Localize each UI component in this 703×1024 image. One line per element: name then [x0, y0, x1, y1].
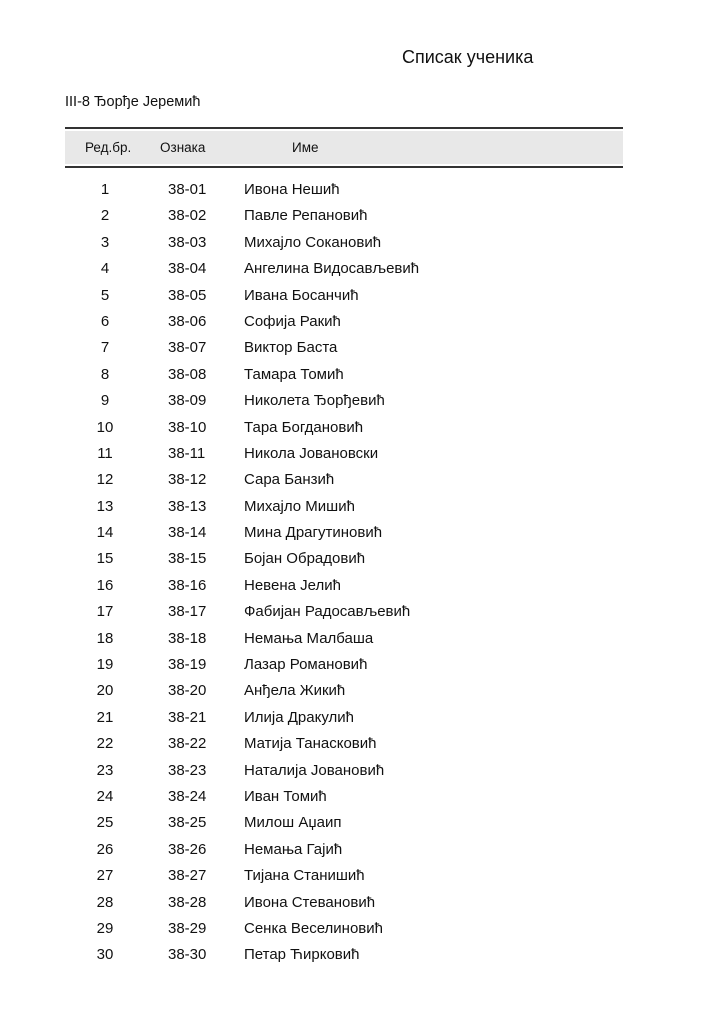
row-code: 38-12 — [168, 471, 207, 489]
row-number: 2 — [100, 207, 110, 225]
table-row — [0, 207, 703, 233]
header-number: Ред.бр. — [85, 140, 132, 155]
table-row — [0, 287, 703, 313]
row-number: 5 — [100, 286, 110, 304]
table-row — [0, 181, 703, 207]
row-number: 26 — [96, 840, 114, 858]
row-code: 38-15 — [168, 550, 207, 568]
table-row — [0, 313, 703, 339]
table-row — [0, 339, 703, 365]
table-row — [0, 445, 703, 471]
row-number: 17 — [96, 603, 114, 621]
row-name: Николета Ђорђевић — [244, 392, 385, 410]
row-number: 14 — [96, 524, 114, 542]
row-code: 38-07 — [168, 339, 207, 357]
table-row — [0, 656, 703, 682]
row-name: Тијана Станишић — [244, 867, 365, 885]
row-number: 29 — [96, 919, 114, 937]
row-number: 1 — [100, 181, 110, 198]
row-code: 38-13 — [168, 497, 207, 515]
row-number: 30 — [96, 946, 114, 964]
row-name: Илија Дракулић — [244, 708, 354, 726]
row-number: 18 — [96, 629, 114, 647]
row-name: Ивана Босанчић — [244, 286, 359, 304]
row-code: 38-08 — [168, 365, 207, 383]
row-number: 25 — [96, 814, 114, 832]
table-row — [0, 920, 703, 946]
row-code: 38-05 — [168, 286, 207, 304]
row-name: Сара Банзић — [244, 471, 335, 489]
row-name: Наталија Јовановић — [244, 761, 385, 779]
table-row — [0, 260, 703, 286]
row-name: Михајло Сокановић — [244, 233, 382, 251]
row-code: 38-24 — [168, 787, 207, 805]
table-row — [0, 894, 703, 920]
row-number: 23 — [96, 761, 114, 779]
row-number: 12 — [96, 471, 114, 489]
row-name: Михајло Мишић — [244, 497, 355, 515]
row-code: 38-16 — [168, 576, 207, 594]
table-row — [0, 234, 703, 260]
row-name: Ивона Стевановић — [244, 893, 376, 911]
row-name: Петар Ћирковић — [244, 946, 360, 964]
table-row — [0, 814, 703, 840]
row-name: Иван Томић — [244, 787, 327, 805]
row-code: 38-25 — [168, 814, 207, 832]
row-name: Милош Аџаип — [244, 814, 342, 832]
table-row — [0, 788, 703, 814]
row-name: Никола Јовановски — [244, 444, 379, 462]
row-code: 38-27 — [168, 867, 207, 885]
row-number: 4 — [100, 260, 110, 278]
table-row — [0, 524, 703, 550]
row-number: 19 — [96, 656, 114, 674]
table-row — [0, 498, 703, 524]
table-row — [0, 709, 703, 735]
row-name: Фабијан Радосављевић — [244, 603, 411, 621]
row-name: Тара Богдановић — [244, 418, 364, 436]
table-row — [0, 841, 703, 867]
row-name: Тамара Томић — [244, 365, 344, 383]
row-number: 9 — [100, 392, 110, 410]
row-number: 24 — [96, 787, 114, 805]
row-name: Сенка Веселиновић — [244, 919, 383, 937]
row-name: Немања Гајић — [244, 840, 343, 858]
row-number: 27 — [96, 867, 114, 885]
row-name: Лазар Романовић — [244, 656, 368, 674]
row-name: Невена Јелић — [244, 576, 341, 594]
row-code: 38-19 — [168, 656, 207, 674]
row-code: 38-06 — [168, 312, 207, 330]
table-row — [0, 366, 703, 392]
page-title: Списак ученика — [402, 47, 534, 67]
row-code: 38-26 — [168, 840, 207, 858]
row-name: Павле Репановић — [244, 207, 368, 225]
table-row — [0, 946, 703, 972]
row-name: Ивона Нешић — [244, 181, 340, 198]
row-number: 22 — [96, 735, 114, 753]
row-number: 6 — [100, 312, 110, 330]
row-code: 38-14 — [168, 524, 207, 542]
row-code: 38-18 — [168, 629, 207, 647]
row-code: 38-17 — [168, 603, 207, 621]
row-code: 38-21 — [168, 708, 207, 726]
row-number: 20 — [96, 682, 114, 700]
row-name: Матија Танасковић — [244, 735, 377, 753]
row-code: 38-20 — [168, 682, 207, 700]
table-top-divider — [65, 127, 623, 129]
row-code: 38-10 — [168, 418, 207, 436]
class-label: III-8 Ђорђе Јеремић — [65, 94, 201, 110]
row-code: 38-28 — [168, 893, 207, 911]
row-number: 10 — [96, 418, 114, 436]
row-code: 38-30 — [168, 946, 207, 964]
row-code: 38-29 — [168, 919, 207, 937]
row-code: 38-11 — [168, 444, 206, 462]
table-row — [0, 735, 703, 761]
table-row — [0, 682, 703, 708]
table-row — [0, 762, 703, 788]
row-name: Ангелина Видосављевић — [244, 260, 420, 278]
row-name: Бојан Обрадовић — [244, 550, 366, 568]
row-name: Немања Малбаша — [244, 629, 374, 647]
table-header — [65, 131, 623, 164]
row-code: 38-23 — [168, 761, 207, 779]
table-row — [0, 630, 703, 656]
row-code: 38-22 — [168, 735, 207, 753]
row-number: 7 — [100, 339, 110, 357]
row-number: 11 — [97, 444, 113, 462]
table-row — [0, 392, 703, 418]
header-name: Име — [292, 140, 319, 155]
row-number: 16 — [96, 576, 114, 594]
row-code: 38-03 — [168, 233, 207, 251]
row-number: 21 — [96, 708, 114, 726]
row-code: 38-01 — [168, 181, 207, 198]
table-row — [0, 867, 703, 893]
row-code: 38-02 — [168, 207, 207, 225]
row-number: 3 — [100, 233, 110, 251]
student-list — [0, 181, 703, 973]
table-row — [0, 419, 703, 445]
table-row — [0, 550, 703, 576]
row-number: 8 — [100, 365, 110, 383]
header-code: Ознака — [160, 140, 206, 155]
row-name: Мина Драгутиновић — [244, 524, 383, 542]
row-name: Софија Ракић — [244, 312, 341, 330]
table-row — [0, 603, 703, 629]
table-row — [0, 577, 703, 603]
row-code: 38-09 — [168, 392, 207, 410]
table-header-divider — [65, 166, 623, 168]
row-number: 13 — [96, 497, 114, 515]
row-number: 28 — [96, 893, 114, 911]
row-code: 38-04 — [168, 260, 207, 278]
table-row — [0, 471, 703, 497]
row-number: 15 — [96, 550, 114, 568]
row-name: Виктор Баста — [244, 339, 338, 357]
row-name: Анђела Жикић — [244, 682, 346, 700]
